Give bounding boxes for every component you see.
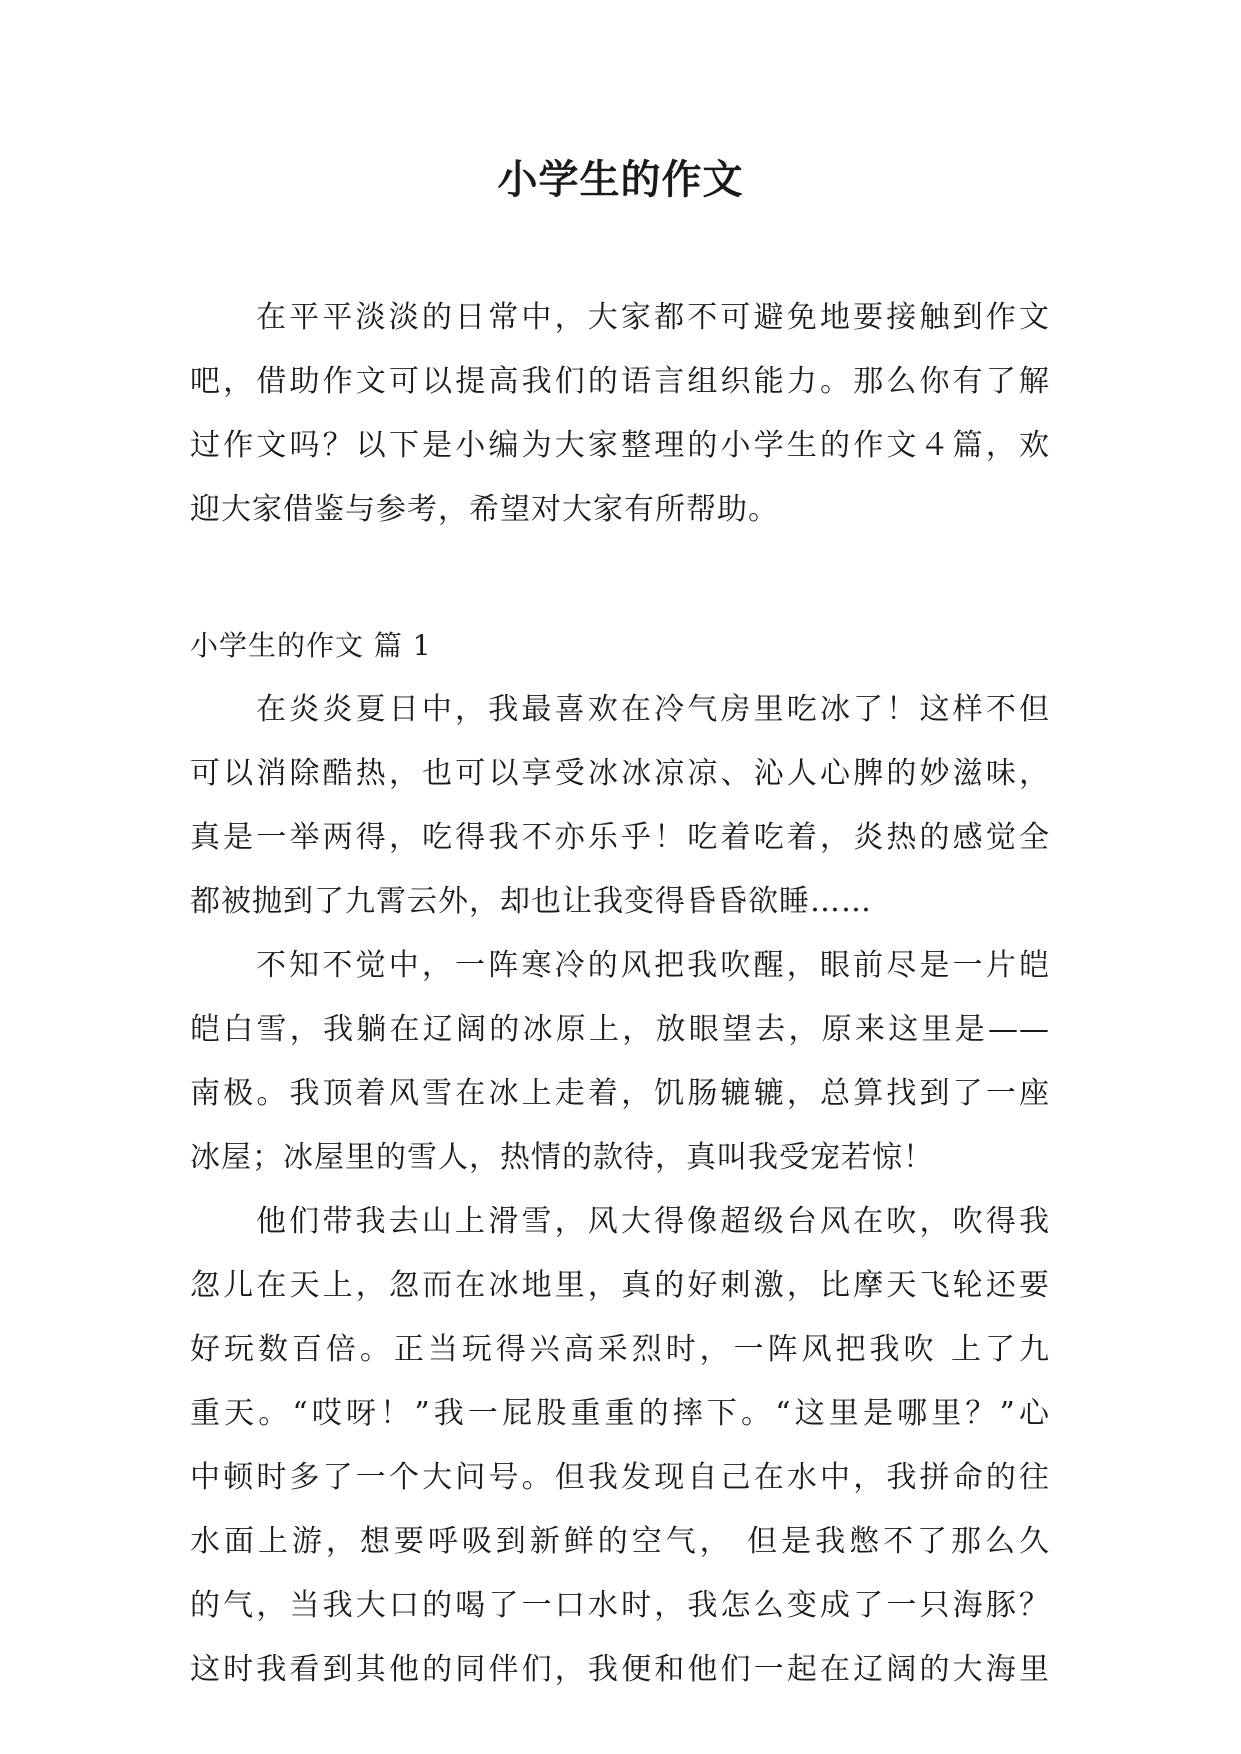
paragraph-line: 这时我看到其他的同伴们，我便和他们一起在辽阔的大海里 xyxy=(190,1652,1050,1687)
paragraph-line: 重天。“哎呀！”我一屁股重重的摔下。“这里是哪里？”心 xyxy=(190,1396,1050,1431)
document-body xyxy=(190,286,1050,1702)
document-title: 小学生的作文 xyxy=(497,156,744,203)
paragraph-line: 南极。我顶着风雪在冰上走着，饥肠辘辘，总算找到了一座 xyxy=(190,1076,1050,1111)
paragraph-line: 忽儿在天上，忽而在冰地里，真的好刺激，比摩天飞轮还要 xyxy=(190,1268,1050,1303)
section1-paragraph-1 xyxy=(190,678,1050,934)
intro-paragraph xyxy=(190,286,1050,542)
paragraph-line: 可以消除酷热，也可以享受冰冰凉凉、沁人心脾的妙滋味， xyxy=(190,756,1050,791)
section-gap xyxy=(190,542,1050,614)
paragraph-line: 在炎炎夏日中，我最喜欢在冷气房里吃冰了！这样不但 xyxy=(256,692,1050,727)
paragraph-line: 真是一举两得，吃得我不亦乐乎！吃着吃着，炎热的感觉全 xyxy=(190,820,1050,855)
paragraph-line: 冰屋；冰屋里的雪人，热情的款待，真叫我受宠若惊！ xyxy=(190,1140,934,1175)
paragraph-line: 不知不觉中，一阵寒冷的风把我吹醒，眼前尽是一片皑 xyxy=(256,948,1050,983)
paragraph-line: 的气，当我大口的喝了一口水时，我怎么变成了一只海豚？ xyxy=(190,1588,1050,1623)
paragraph-line: 他们带我去山上滑雪，风大得像超级台风在吹，吹得我 xyxy=(256,1204,1050,1239)
intro-line: 迎大家借鉴与参考，希望对大家有所帮助。 xyxy=(190,492,779,527)
paragraph-line: 皑白雪，我躺在辽阔的冰原上，放眼望去，原来这里是—— xyxy=(190,1012,1050,1047)
intro-line: 吧，借助作文可以提高我们的语言组织能力。那么你有了解 xyxy=(190,364,1050,399)
paragraph-line: 都被抛到了九霄云外，却也让我变得昏昏欲睡…… xyxy=(190,884,872,919)
intro-line: 在平平淡淡的日常中，大家都不可避免地要接触到作文 xyxy=(256,300,1050,335)
intro-line: 过作文吗？以下是小编为大家整理的小学生的作文４篇，欢 xyxy=(190,428,1050,463)
paragraph-line: 好玩数百倍。正当玩得兴高采烈时，一阵风把我吹 上了九 xyxy=(190,1332,1050,1367)
paragraph-line: 中顿时多了一个大问号。但我发现自己在水中，我拼命的往 xyxy=(190,1460,1050,1495)
section1-paragraph-3 xyxy=(190,1190,1050,1702)
section-heading: 小学生的作文 篇 1 xyxy=(190,629,432,662)
section1-paragraph-2 xyxy=(190,934,1050,1190)
paragraph-line: 水面上游，想要呼吸到新鲜的空气， 但是我憋不了那么久 xyxy=(190,1524,1050,1559)
